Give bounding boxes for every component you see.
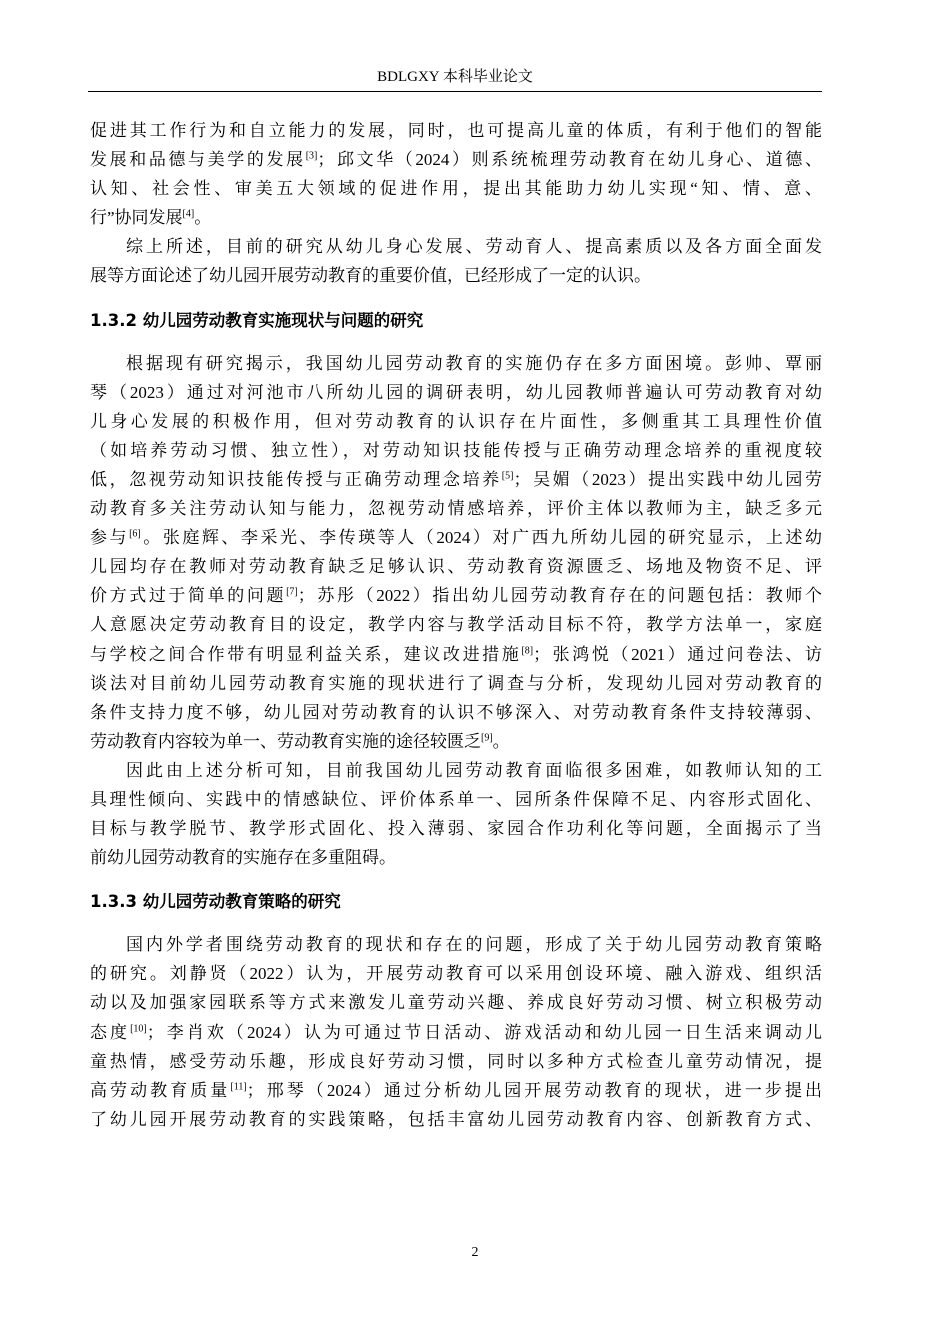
text-line: 因此由上述分析可知，目前我国幼儿园劳动教育面临很多困难，如教师认知的工 [126, 760, 822, 780]
text-span: ；苏彤（2022）指出幼儿园劳动教育存在的问题包括：教师个 [297, 586, 822, 606]
text-line [90, 581, 822, 610]
text-span: 发展和品德与美学的发展 [90, 150, 306, 170]
text-line [90, 1076, 822, 1105]
text-span: 价方式过于简单的问题 [90, 586, 287, 606]
text-line: 的研究。刘静贤（2022）认为，开展劳动教育可以采用创设环境、融入游戏、组织活 [90, 964, 822, 984]
text-line: 了幼儿园开展劳动教育的实践策略，包括丰富幼儿园劳动教育内容、创新教育方式、 [90, 1109, 822, 1129]
text-span: ；邱文华（2024）则系统梳理劳动教育在幼儿身心、道德、 [317, 150, 822, 170]
text-span: 与学校之间合作带有明显利益关系，建议改进措施 [90, 644, 522, 664]
citation-ref[interactable]: [9] [481, 732, 493, 744]
citation-ref[interactable]: [8] [521, 644, 534, 656]
text-span: ；张鸿悦（2021）通过问卷法、访 [533, 644, 822, 664]
text-span: ；吴媚（2023）提出实践中幼儿园劳 [513, 469, 822, 489]
text-span: ；李肖欢（2024）认为可通过节日活动、游戏活动和幼儿园一日生活来调动儿 [146, 1022, 822, 1042]
text-line: 目标与教学脱节、教学形式固化、投入薄弱、家园合作功利化等问题，全面揭示了当 [90, 819, 822, 839]
page-number: 2 [471, 1245, 479, 1260]
text-line: 展等方面论述了幼儿园开展劳动教育的重要价值，已经形成了一定的认识。 [90, 266, 651, 286]
text-span: 劳动教育内容较为单一、劳动教育实施的途径较匮乏 [90, 731, 481, 751]
text-line [90, 640, 822, 669]
paragraph-1 [90, 116, 822, 232]
text-line: 童热情，感受劳动乐趣，形成良好劳动习惯，同时以多种方式检查儿童劳动情况，提 [90, 1051, 822, 1071]
citation-ref[interactable]: [10] [130, 1022, 147, 1034]
running-header: BDLGXY 本科毕业论文 [377, 69, 533, 85]
text-line: 促进其工作行为和自立能力的发展，同时，也可提高儿童的体质，有利于他们的智能 [90, 121, 822, 140]
text-line [90, 523, 822, 552]
text-span: ；邢琴（2024）通过分析幼儿园开展劳动教育的现状，进一步提出 [246, 1080, 823, 1100]
citation-ref[interactable]: [5] [501, 470, 514, 482]
text-span: 。 [492, 731, 510, 751]
citation-ref[interactable]: [7] [286, 586, 298, 598]
text-line [90, 203, 822, 232]
text-line: 动教育多关注劳动认知与能力，忽视劳动情感培养，评价主体以教师为主，缺乏多元 [90, 499, 822, 519]
text-span: 。张庭辉、李采光、李传瑛等人（2024）对广西九所幼儿园的研究显示，上述幼 [140, 528, 823, 548]
citation-ref[interactable]: [4] [182, 208, 195, 220]
paragraph-2 [90, 232, 822, 290]
text-span: 高劳动教育质量 [90, 1080, 231, 1100]
text-line [90, 727, 822, 756]
paragraph-5 [90, 930, 822, 1134]
text-line [90, 145, 822, 174]
text-line [90, 465, 822, 494]
header-rule [88, 91, 822, 92]
text-line: （如培养劳动习惯、独立性），对劳动知识技能传授与正确劳动理念培养的重视度较 [90, 440, 822, 460]
text-span: 参与 [90, 528, 130, 548]
section-heading-1-3-3: 1.3.3 幼儿园劳动教育策略的研究 [90, 892, 341, 912]
text-line: 根据现有研究揭示，我国幼儿园劳动教育的实施仍存在多方面困境。彭帅、覃丽 [126, 353, 822, 373]
text-line: 具理性倾向、实践中的情感缺位、评价体系单一、园所条件保障不足、内容形式固化、 [90, 789, 822, 809]
text-line: 动以及加强家园联系等方式来激发儿童劳动兴趣、养成良好劳动习惯、树立积极劳动 [90, 993, 822, 1013]
text-line: 儿园均存在教师对劳动教育缺乏足够认识、劳动教育资源匮乏、场地及物资不足、评 [90, 557, 822, 577]
body-text [90, 116, 822, 1134]
paragraph-4 [90, 756, 822, 872]
text-line: 人意愿决定劳动教育目的设定，教学内容与教学活动目标不符，教学方法单一，家庭 [90, 615, 822, 635]
text-line: 琴（2023）通过对河池市八所幼儿园的调研表明，幼儿园教师普遍认可劳动教育对幼 [90, 382, 822, 402]
section-heading-1-3-2: 1.3.2 幼儿园劳动教育实施现状与问题的研究 [90, 310, 424, 330]
paragraph-3 [90, 349, 822, 756]
text-line: 儿身心发展的积极作用，但对劳动教育的认识存在片面性，多侧重其工具理性价值 [90, 411, 822, 431]
citation-ref[interactable]: [3] [305, 150, 318, 162]
text-line: 国内外学者围绕劳动教育的现状和存在的问题，形成了关于幼儿园劳动教育策略 [126, 935, 822, 955]
text-line: 综上所述，目前的研究从幼儿身心发展、劳动育人、提高素质以及各方面全面发 [126, 237, 822, 257]
text-line: 条件支持力度不够，幼儿园对劳动教育的认识不够深入、对劳动教育条件支持较薄弱、 [90, 702, 822, 722]
text-line: 前幼儿园劳动教育的实施存在多重阻碍。 [90, 848, 396, 868]
text-line: 认知、社会性、审美五大领域的促进作用，提出其能助力幼儿实现“知、情、意、 [90, 179, 822, 199]
text-span: 。 [194, 208, 212, 228]
text-line: 谈法对目前幼儿园劳动教育实施的现状进行了调查与分析，发现幼儿园对劳动教育的 [90, 673, 822, 693]
citation-ref[interactable]: [11] [230, 1081, 247, 1093]
text-span: 低，忽视劳动知识技能传授与正确劳动理念培养 [90, 469, 502, 489]
text-line [90, 1018, 822, 1047]
citation-ref[interactable]: [6] [129, 528, 141, 540]
text-span: 行”协同发展 [90, 208, 183, 228]
text-span: 态度 [90, 1022, 131, 1042]
